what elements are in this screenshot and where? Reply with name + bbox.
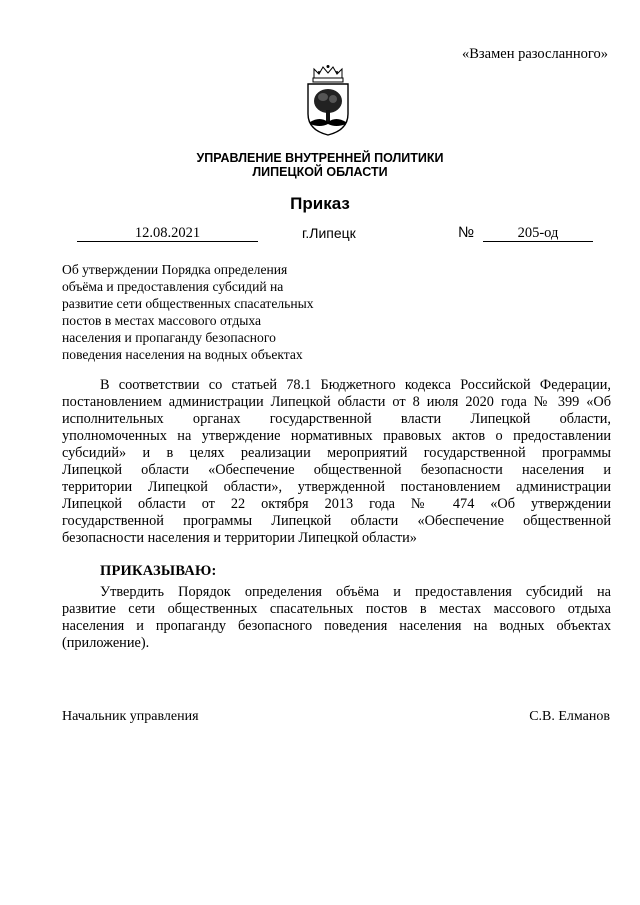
paragraph-line: территории Липецкой области», утвержденной постановлением администрации <box>62 479 611 495</box>
organization-line-2: ЛИПЕЦКОЙ ОБЛАСТИ <box>252 165 388 179</box>
subject-line: постов в местах массового отдыха <box>62 313 262 328</box>
number-label: № <box>458 224 475 241</box>
signer-name: С.В. Елманов <box>529 709 610 724</box>
paragraph-line: В соответствии со статьей 78.1 Бюджетного кодекса Российской Федерации, <box>100 377 611 393</box>
paragraph-line: развитие сети общественных спасательных постов в местах массового отдыха <box>62 601 611 617</box>
lipetsk-coat-of-arms-icon <box>302 64 354 136</box>
document-number: 205-од <box>483 226 593 242</box>
organization-line-1: УПРАВЛЕНИЕ ВНУТРЕННЕЙ ПОЛИТИКИ <box>196 151 444 165</box>
subject-line: развитие сети общественных спасательных <box>62 296 314 311</box>
document-subject <box>62 261 352 363</box>
order-paragraph <box>62 584 611 652</box>
replacement-note: «Взамен разосланного» <box>462 46 608 62</box>
paragraph-line: субсидий» и в целях реализации мероприятий государственной программы <box>62 445 611 461</box>
subject-line: Об утверждении Порядка определения <box>62 262 288 277</box>
paragraph-line: (приложение). <box>62 635 150 651</box>
paragraph-line: исполнительных органах государственной власти Липецкой области, <box>62 411 611 427</box>
subject-line: объёма и предоставления субсидий на <box>62 279 284 294</box>
paragraph-line: населения и пропаганду безопасного поведения населения на водных объектах <box>62 618 611 634</box>
paragraph-line: Утвердить Порядок определения объёма и предоставления субсидий на <box>100 584 611 600</box>
subject-line: поведения населения на водных объектах <box>62 347 303 362</box>
document-city: г.Липецк <box>302 225 356 241</box>
document-type: Приказ <box>290 194 350 213</box>
subject-line: населения и пропаганду безопасного <box>62 330 276 345</box>
organization-name <box>0 151 640 179</box>
signer-position: Начальник управления <box>62 709 199 724</box>
paragraph-line: постановлением администрации Липецкой области от 8 июля 2020 года № 399 «Об <box>62 394 611 410</box>
order-heading: ПРИКАЗЫВАЮ: <box>100 563 217 579</box>
paragraph-line: уполномоченных на утверждение нормативных правовых актов о предоставлении <box>62 428 611 444</box>
paragraph-line: безопасности населения и территории Липецкой области» <box>62 530 417 546</box>
preamble-paragraph <box>62 377 611 547</box>
paragraph-line: Липецкой области от 22 октября 2013 года № 474 «Об утверждении <box>62 496 611 512</box>
document-date: 12.08.2021 <box>77 226 258 242</box>
paragraph-line: Липецкой области «Обеспечение общественной безопасности населения и <box>62 462 611 478</box>
paragraph-line: государственной программы Липецкой области «Обеспечение общественной <box>62 513 611 529</box>
